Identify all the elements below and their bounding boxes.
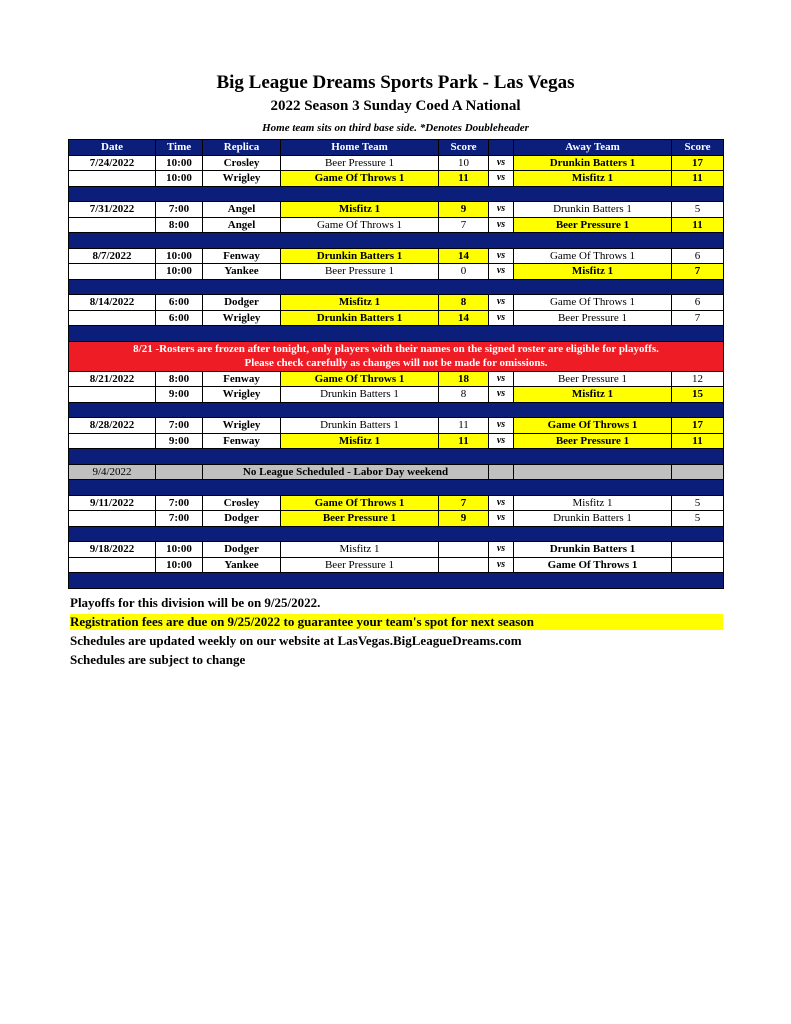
- col-header-vs: [489, 140, 514, 156]
- home-team: Drunkin Batters 1: [281, 387, 439, 403]
- game-row: [69, 295, 724, 311]
- playoffs-note: Playoffs for this division will be on 9/25/2022.: [70, 595, 321, 610]
- vs-label: vs: [489, 155, 514, 171]
- home-team: Drunkin Batters 1: [281, 248, 439, 264]
- away-team: Game Of Throws 1: [514, 418, 672, 434]
- spacer-row: [69, 573, 724, 589]
- vs-label: vs: [489, 264, 514, 280]
- home-score: 8: [439, 387, 489, 403]
- away-team: Beer Pressure 1: [514, 433, 672, 449]
- game-date: 8/7/2022: [69, 248, 156, 264]
- home-team: Beer Pressure 1: [281, 264, 439, 280]
- game-row: [69, 418, 724, 434]
- game-date: [69, 310, 156, 326]
- game-row: [69, 387, 724, 403]
- schedule-table: [68, 139, 724, 589]
- game-date: 9/18/2022: [69, 542, 156, 558]
- home-score: 9: [439, 202, 489, 218]
- home-score: 7: [439, 217, 489, 233]
- notice-section: [69, 341, 724, 371]
- spacer-row: [69, 526, 724, 542]
- game-replica: Yankee: [203, 557, 281, 573]
- game-date: 7/31/2022: [69, 202, 156, 218]
- game-date: 8/28/2022: [69, 418, 156, 434]
- game-time: 6:00: [156, 295, 203, 311]
- away-score: 12: [672, 371, 724, 387]
- home-score: 14: [439, 248, 489, 264]
- game-time: 7:00: [156, 495, 203, 511]
- home-team: Drunkin Batters 1: [281, 310, 439, 326]
- home-team: Misfitz 1: [281, 542, 439, 558]
- schedule-body-1: [69, 155, 724, 341]
- game-time: 10:00: [156, 248, 203, 264]
- game-date: [69, 387, 156, 403]
- away-score: 11: [672, 217, 724, 233]
- away-score: 11: [672, 433, 724, 449]
- home-team: Game Of Throws 1: [281, 217, 439, 233]
- game-time: 10:00: [156, 557, 203, 573]
- roster-notice-row: [69, 341, 724, 371]
- spacer-row: [69, 233, 724, 249]
- game-time: 7:00: [156, 511, 203, 527]
- col-header-away-team: Away Team: [514, 140, 672, 156]
- game-row: [69, 433, 724, 449]
- col-header-home-score: Score: [439, 140, 489, 156]
- home-team: Misfitz 1: [281, 295, 439, 311]
- game-replica: Angel: [203, 217, 281, 233]
- vs-label: vs: [489, 217, 514, 233]
- game-date: [69, 171, 156, 187]
- home-team: Beer Pressure 1: [281, 155, 439, 171]
- home-team: Beer Pressure 1: [281, 511, 439, 527]
- away-score: 7: [672, 264, 724, 280]
- away-score: [672, 542, 724, 558]
- game-date: 8/14/2022: [69, 295, 156, 311]
- home-score: 18: [439, 371, 489, 387]
- home-team: Game Of Throws 1: [281, 371, 439, 387]
- game-date: [69, 264, 156, 280]
- home-team: Beer Pressure 1: [281, 557, 439, 573]
- change-note: Schedules are subject to change: [70, 652, 246, 667]
- away-score: 5: [672, 202, 724, 218]
- away-team: Misfitz 1: [514, 171, 672, 187]
- away-team: Beer Pressure 1: [514, 217, 672, 233]
- home-score: 11: [439, 418, 489, 434]
- spacer-row: [69, 326, 724, 342]
- game-time: 8:00: [156, 371, 203, 387]
- no-league-date: 9/4/2022: [69, 464, 156, 480]
- away-team: Beer Pressure 1: [514, 310, 672, 326]
- game-replica: Wrigley: [203, 387, 281, 403]
- game-row: [69, 155, 724, 171]
- spacer-row: [69, 279, 724, 295]
- away-team: Beer Pressure 1: [514, 371, 672, 387]
- home-team: Misfitz 1: [281, 433, 439, 449]
- no-league-section: [69, 464, 724, 495]
- home-team: Misfitz 1: [281, 202, 439, 218]
- game-replica: Dodger: [203, 511, 281, 527]
- game-time: 8:00: [156, 217, 203, 233]
- game-date: 8/21/2022: [69, 371, 156, 387]
- page-title: Big League Dreams Sports Park - Las Vegas: [216, 72, 575, 93]
- header-row: [69, 140, 724, 156]
- game-row: [69, 371, 724, 387]
- away-team: Drunkin Batters 1: [514, 511, 672, 527]
- roster-notice-line2: Please check carefully as changes will not be made for omissions.: [244, 357, 548, 369]
- registration-note: Registration fees are due on 9/25/2022 to guarantee your team's spot for next season: [70, 614, 723, 630]
- away-score: 6: [672, 295, 724, 311]
- away-score: 7: [672, 310, 724, 326]
- game-replica: Fenway: [203, 248, 281, 264]
- home-score: 10: [439, 155, 489, 171]
- game-replica: Crosley: [203, 155, 281, 171]
- vs-label: vs: [489, 387, 514, 403]
- spacer-row: [69, 186, 724, 202]
- away-score: 15: [672, 387, 724, 403]
- vs-label: vs: [489, 418, 514, 434]
- website-note: Schedules are updated weekly on our website at LasVegas.BigLeagueDreams.com: [70, 633, 522, 648]
- home-score: 8: [439, 295, 489, 311]
- roster-notice-line1: 8/21 -Rosters are frozen after tonight, only players with their names on the signed roster are eligible for playoffs.: [133, 343, 659, 355]
- no-league-empty-cell: [156, 464, 203, 480]
- home-score: 7: [439, 495, 489, 511]
- vs-label: vs: [489, 495, 514, 511]
- game-time: 6:00: [156, 310, 203, 326]
- game-date: [69, 433, 156, 449]
- schedule-body-2: [69, 371, 724, 464]
- away-team: Game Of Throws 1: [514, 557, 672, 573]
- away-score: 17: [672, 155, 724, 171]
- home-score: [439, 542, 489, 558]
- no-league-empty-cell: [514, 464, 672, 480]
- game-replica: Dodger: [203, 542, 281, 558]
- no-league-empty-cell: [672, 464, 724, 480]
- game-replica: Fenway: [203, 433, 281, 449]
- game-replica: Yankee: [203, 264, 281, 280]
- game-date: 9/11/2022: [69, 495, 156, 511]
- roster-notice: [69, 341, 724, 371]
- vs-label: vs: [489, 511, 514, 527]
- col-header-time: Time: [156, 140, 203, 156]
- away-team: Misfitz 1: [514, 495, 672, 511]
- no-league-empty-cell: [489, 464, 514, 480]
- game-row: [69, 264, 724, 280]
- vs-label: vs: [489, 295, 514, 311]
- vs-label: vs: [489, 433, 514, 449]
- game-time: 9:00: [156, 433, 203, 449]
- game-row: [69, 542, 724, 558]
- vs-label: vs: [489, 557, 514, 573]
- game-date: [69, 511, 156, 527]
- vs-label: vs: [489, 248, 514, 264]
- no-league-row: [69, 464, 724, 480]
- away-score: [672, 557, 724, 573]
- game-time: 10:00: [156, 171, 203, 187]
- game-row: [69, 511, 724, 527]
- home-score: 9: [439, 511, 489, 527]
- game-row: [69, 217, 724, 233]
- game-time: 10:00: [156, 542, 203, 558]
- game-row: [69, 310, 724, 326]
- home-score: [439, 557, 489, 573]
- home-team: Game Of Throws 1: [281, 495, 439, 511]
- schedule-body-3: [69, 495, 724, 588]
- spacer-row: [69, 449, 724, 465]
- game-replica: Crosley: [203, 495, 281, 511]
- col-header-replica: Replica: [203, 140, 281, 156]
- game-replica: Wrigley: [203, 310, 281, 326]
- home-score: 0: [439, 264, 489, 280]
- game-replica: Fenway: [203, 371, 281, 387]
- vs-label: vs: [489, 202, 514, 218]
- game-row: [69, 202, 724, 218]
- game-row: [69, 171, 724, 187]
- away-team: Drunkin Batters 1: [514, 155, 672, 171]
- game-time: 7:00: [156, 418, 203, 434]
- vs-label: vs: [489, 371, 514, 387]
- away-team: Misfitz 1: [514, 264, 672, 280]
- away-score: 6: [672, 248, 724, 264]
- away-team: Game Of Throws 1: [514, 248, 672, 264]
- away-team: Drunkin Batters 1: [514, 202, 672, 218]
- vs-label: vs: [489, 171, 514, 187]
- no-league-text: No League Scheduled - Labor Day weekend: [203, 464, 489, 480]
- away-team: Game Of Throws 1: [514, 295, 672, 311]
- home-score: 11: [439, 433, 489, 449]
- game-time: 10:00: [156, 264, 203, 280]
- away-score: 11: [672, 171, 724, 187]
- game-time: 9:00: [156, 387, 203, 403]
- home-team: Drunkin Batters 1: [281, 418, 439, 434]
- spacer-row: [69, 480, 724, 496]
- game-time: 10:00: [156, 155, 203, 171]
- game-row: [69, 557, 724, 573]
- schedule-note: Home team sits on third base side. *Denotes Doubleheader: [262, 122, 529, 134]
- spacer-row: [69, 402, 724, 418]
- col-header-home-team: Home Team: [281, 140, 439, 156]
- col-header-date: Date: [69, 140, 156, 156]
- vs-label: vs: [489, 310, 514, 326]
- game-row: [69, 248, 724, 264]
- away-score: 5: [672, 511, 724, 527]
- game-replica: Angel: [203, 202, 281, 218]
- col-header-away-score: Score: [672, 140, 724, 156]
- home-score: 14: [439, 310, 489, 326]
- game-replica: Wrigley: [203, 171, 281, 187]
- game-row: [69, 495, 724, 511]
- page-subtitle: 2022 Season 3 Sunday Coed A National: [270, 98, 521, 114]
- away-team: Drunkin Batters 1: [514, 542, 672, 558]
- away-score: 17: [672, 418, 724, 434]
- home-team: Game Of Throws 1: [281, 171, 439, 187]
- game-replica: Dodger: [203, 295, 281, 311]
- vs-label: vs: [489, 542, 514, 558]
- away-score: 5: [672, 495, 724, 511]
- home-score: 11: [439, 171, 489, 187]
- game-replica: Wrigley: [203, 418, 281, 434]
- away-team: Misfitz 1: [514, 387, 672, 403]
- game-date: [69, 217, 156, 233]
- game-date: 7/24/2022: [69, 155, 156, 171]
- game-date: [69, 557, 156, 573]
- game-time: 7:00: [156, 202, 203, 218]
